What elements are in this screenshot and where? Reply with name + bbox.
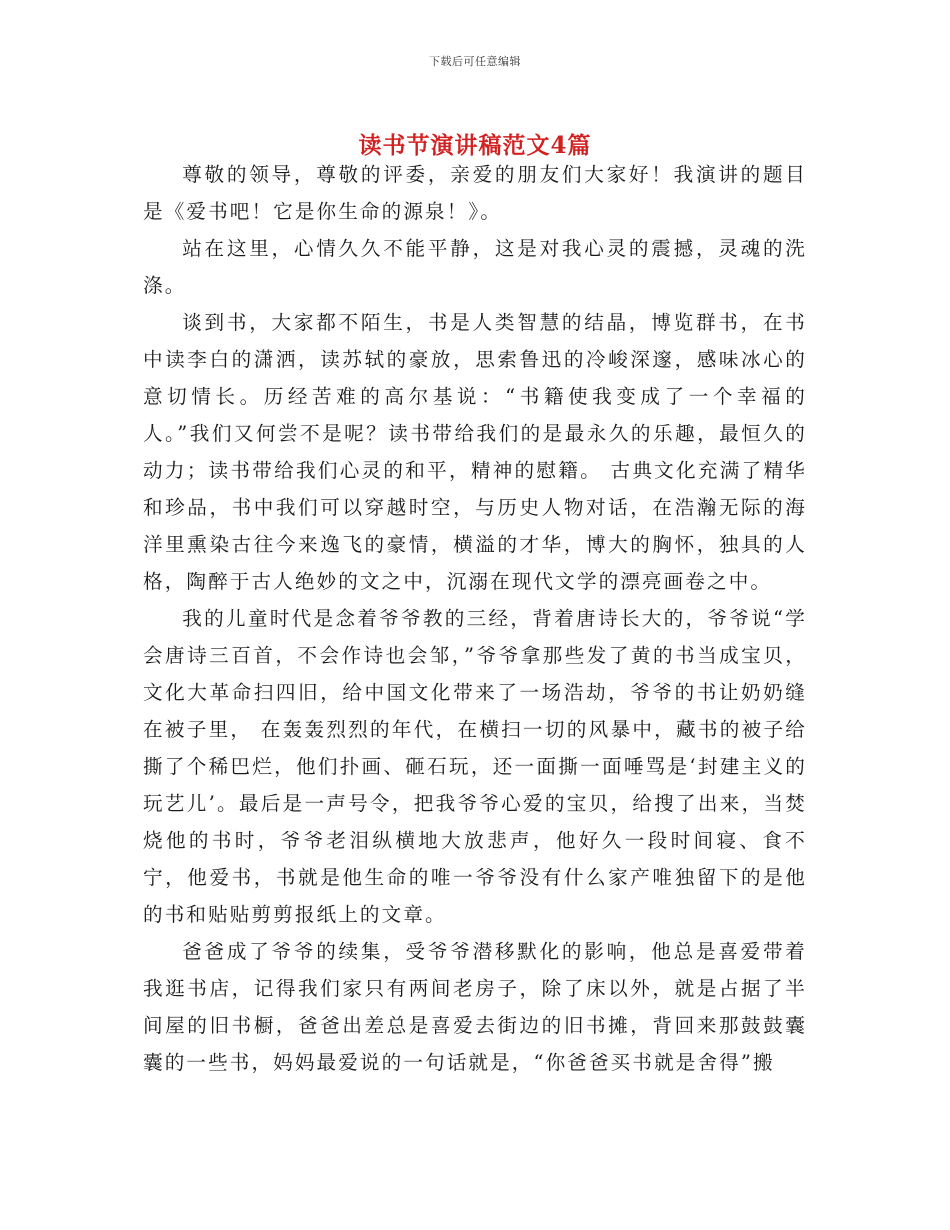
document-title: 读书节演讲稿范文4篇 — [358, 132, 592, 160]
paragraph-greeting: 尊敬的领导，尊敬的评委，亲爱的朋友们大家好！我演讲的题目是《爱书吧！它是你生命的源泉！》。 — [143, 163, 807, 223]
paragraph-about-books: 谈到书，大家都不陌生，书是人类智慧的结晶，博览群书，在书中读李白的潇洒，读苏轼的豪放，思索鲁迅的冷峻深邃，感味冰心的意切情长。历经苦难的高尔基说：“书籍使我变成了一个幸福的人。”我们又何尝不是呢？读书带给我们的是最永久的乐趣，最恒久的动力；读书带给我们心灵的和平，精神的慰籍。 古典文化充满了精华和珍品，书中我们可以穿越时空，与历史人物对话，在浩瀚无际的海洋里熏染古往今来逸飞的豪情，横溢的才华，博大的胸怀，独具的人格，陶醉于古人绝妙的文之中，沉溺在现代文学的漂亮画卷之中。 — [143, 311, 807, 593]
paragraph-father: 爸爸成了爷爷的续集，受爷爷潜移默化的影响，他总是喜爱带着我逛书店，记得我们家只有两间老房子，除了床以外，就是占据了半间屋的旧书橱，爸爸出差总是喜爱去街边的旧书摊，背回来那鼓鼓囊囊的一些书，妈妈最爱说的一句话就是，“你爸爸买书就是舍得”搬 — [143, 940, 807, 1074]
paragraph-feeling: 站在这里，心情久久不能平静，这是对我心灵的震撼，灵魂的洗涤。 — [143, 237, 807, 297]
document-body — [143, 156, 807, 1081]
paragraph-grandfather: 我的儿童时代是念着爷爷教的三经，背着唐诗长大的，爷爷说“学会唐诗三百首，不会作诗也会邹，”爷爷拿那些发了黄的书当成宝贝，文化大革命扫四旧，给中国文化带来了一场浩劫，爷爷的书让奶奶缝在被子里， 在轰轰烈烈的年代，在横扫一切的风暴中，藏书的被子给撕了个稀巴烂，他们扑画、砸石玩，还一面撕一面唾骂是‘封建主义的玩艺儿’。最后是一声号令，把我爷爷心爱的宝贝，给搜了出来，当焚烧他的书时，爷爷老泪纵横地大放悲声，他好久一段时间寝、食不宁，他爱书，书就是他生命的唯一爷爷没有什么家产唯独留下的是他的书和贴贴剪剪报纸上的文章。 — [143, 607, 807, 926]
page-header-note: 下载后可任意编辑 — [429, 55, 521, 68]
